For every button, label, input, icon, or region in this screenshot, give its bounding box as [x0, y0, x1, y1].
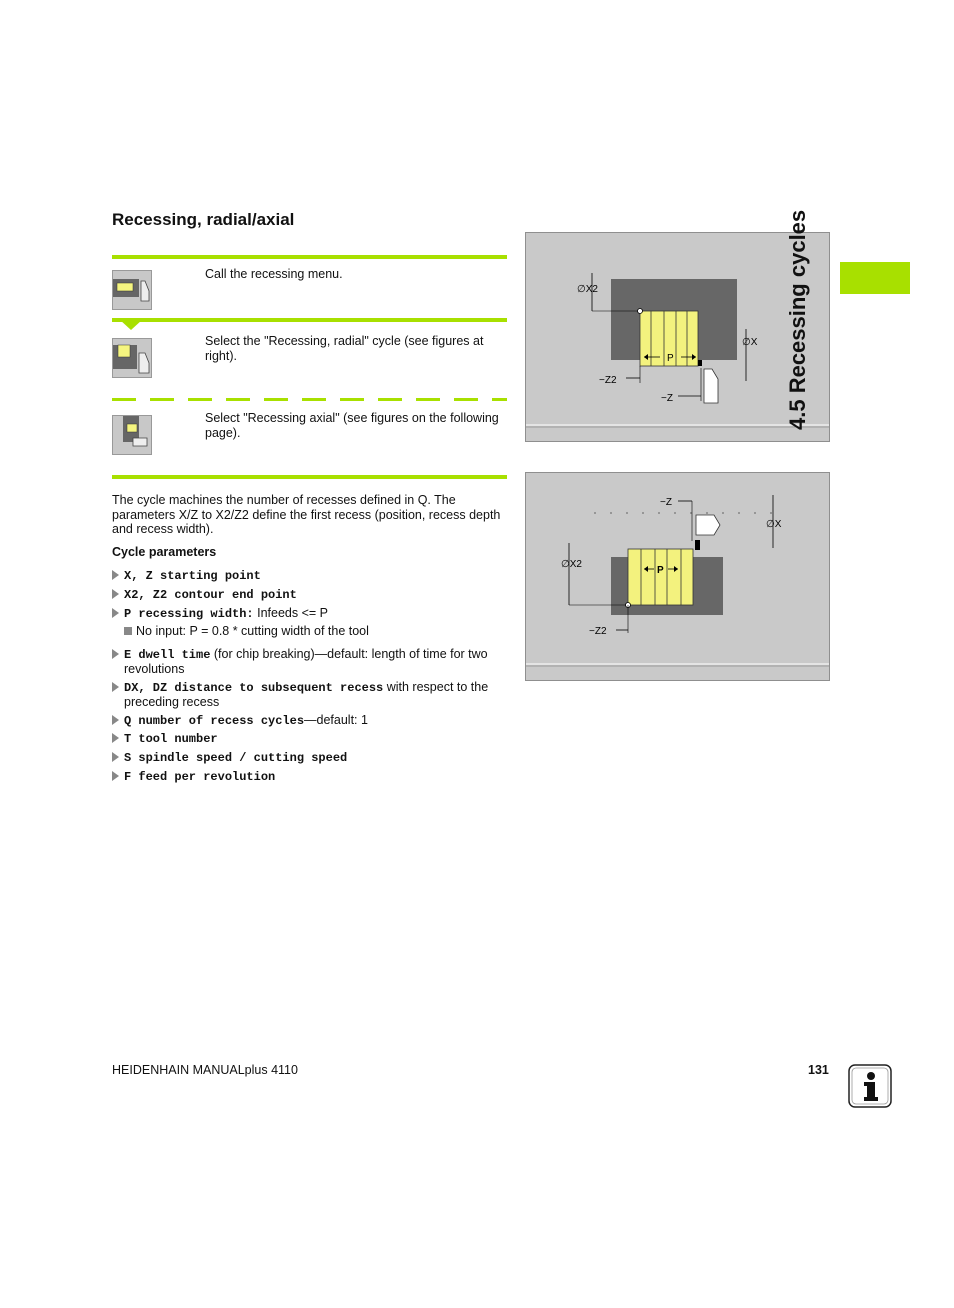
step-divider-bottom	[112, 475, 507, 479]
param-item: DX, DZ distance to subsequent recess with respect to the preceding recess	[112, 680, 507, 709]
footer-manual-name: HEIDENHAIN MANUALplus 4110	[112, 1063, 298, 1077]
param-item: T tool number	[112, 731, 507, 746]
bullet-triangle-icon	[112, 570, 119, 580]
svg-text:P: P	[667, 353, 674, 364]
bullet-triangle-icon	[112, 608, 119, 618]
step-arrow-icon	[120, 320, 142, 330]
info-icon	[848, 1064, 892, 1108]
figure-radial-recessing-2	[525, 472, 830, 681]
step-divider-1	[112, 318, 507, 322]
bullet-triangle-icon	[112, 589, 119, 599]
bullet-triangle-icon	[112, 771, 119, 781]
svg-text:∅X: ∅X	[742, 337, 758, 348]
param-item: Q number of recess cycles—default: 1	[112, 713, 507, 728]
svg-text:−Z: −Z	[661, 393, 673, 404]
step-text-1: Call the recessing menu.	[205, 267, 343, 281]
param-item: E dwell time (for chip breaking)—default: length of time for two revolutions	[112, 647, 507, 676]
svg-text:P: P	[657, 565, 664, 576]
intro-paragraph: The cycle machines the number of recesses defined in Q. The parameters X/Z to X2/Z2 define the first recess (position, recess depth and recess width).	[112, 493, 501, 536]
page-number: 131	[808, 1063, 829, 1077]
recessing-radial-icon	[112, 338, 152, 378]
recessing-axial-icon	[112, 415, 152, 455]
recessing-menu-icon	[112, 270, 152, 310]
bullet-triangle-icon	[112, 649, 119, 659]
svg-text:−Z2: −Z2	[599, 375, 617, 386]
param-item: X, Z starting point	[112, 568, 507, 583]
step-text-3: Select "Recessing axial" (see figures on the following page).	[205, 411, 499, 440]
param-item: F feed per revolution	[112, 769, 507, 784]
chapter-title: 4.5 Recessing cycles	[785, 209, 810, 430]
bullet-triangle-icon	[112, 752, 119, 762]
svg-text:−Z2: −Z2	[589, 626, 607, 637]
bullet-triangle-icon	[112, 715, 119, 725]
bullet-triangle-icon	[112, 682, 119, 692]
param-subitem: No input: P = 0.8 * cutting width of the tool	[124, 624, 369, 638]
bullet-triangle-icon	[112, 733, 119, 743]
svg-text:∅X2: ∅X2	[577, 284, 598, 295]
param-item: P recessing width: Infeeds <= P	[112, 606, 507, 621]
svg-text:−Z: −Z	[660, 497, 672, 508]
param-item: S spindle speed / cutting speed	[112, 750, 507, 765]
step-divider-dashed	[112, 398, 507, 401]
bullet-square-icon	[124, 627, 132, 635]
chapter-tab	[840, 262, 910, 294]
svg-text:∅X2: ∅X2	[561, 559, 582, 570]
step-text-2: Select the "Recessing, radial" cycle (see figures at right).	[205, 334, 484, 363]
section-title: Recessing, radial/axial	[112, 210, 295, 229]
svg-text:∅X: ∅X	[766, 519, 782, 530]
step-divider-top	[112, 255, 507, 259]
param-item: X2, Z2 contour end point	[112, 587, 507, 602]
cycle-parameters-heading: Cycle parameters	[112, 545, 217, 559]
